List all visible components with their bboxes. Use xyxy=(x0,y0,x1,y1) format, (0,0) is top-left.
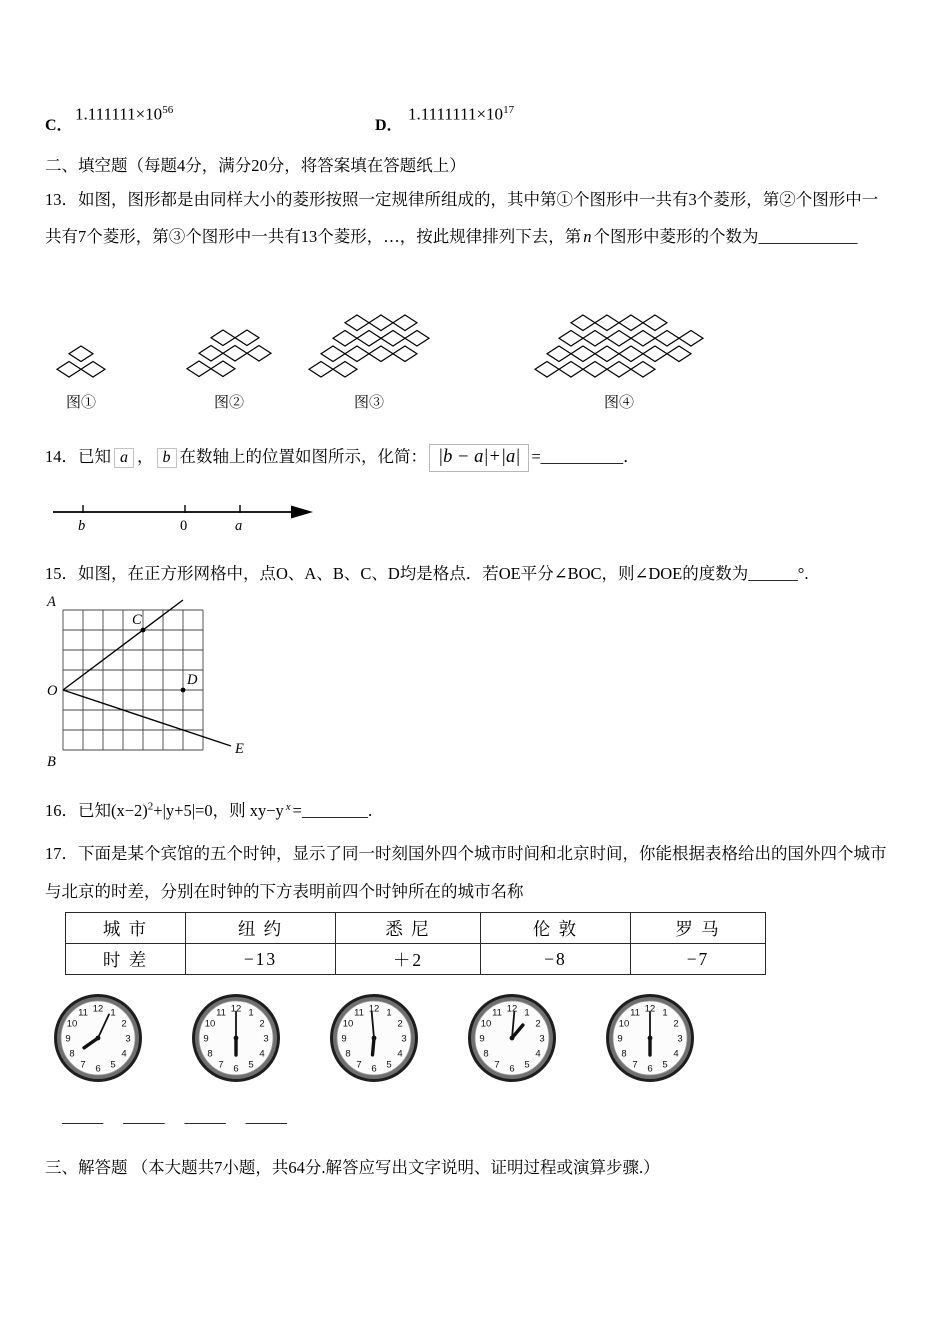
table-header-cell: 悉 尼 xyxy=(336,913,481,944)
rhombus xyxy=(571,315,595,331)
clock-dial-number: 11 xyxy=(354,1007,364,1019)
q14-line xyxy=(45,443,640,468)
choice-options-row xyxy=(45,104,915,134)
rhombus xyxy=(571,346,595,362)
option-c-value xyxy=(75,104,173,125)
grid-label-A: A xyxy=(47,594,56,610)
clock-dial-number: 7 xyxy=(356,1059,362,1071)
rhombus xyxy=(405,331,429,347)
option-c-mantissa: 1.111111×10 xyxy=(75,104,163,124)
clock-dial-number: 1 xyxy=(662,1007,668,1019)
clock-dial-number: 6 xyxy=(647,1063,653,1075)
rhombus-pattern xyxy=(185,328,273,379)
table-cell: 时 差 xyxy=(66,944,186,975)
rhombus xyxy=(235,330,259,346)
clock-face xyxy=(604,992,696,1084)
clock-dial-number: 4 xyxy=(673,1048,679,1060)
grid-label-D: D xyxy=(187,672,198,688)
q16-period: . xyxy=(367,801,373,820)
rhombus xyxy=(643,346,667,362)
rhombus xyxy=(547,346,571,362)
rhombus xyxy=(393,346,417,362)
rhombus xyxy=(655,331,679,347)
wall-clock-3 xyxy=(328,992,420,1084)
table-row xyxy=(66,944,766,975)
clock-dial-number: 2 xyxy=(259,1018,265,1030)
option-d-value xyxy=(408,104,514,125)
rhombus xyxy=(211,330,235,346)
q14-equals: = xyxy=(531,447,541,466)
q15-suffix: °. xyxy=(797,564,809,583)
rhombus xyxy=(223,346,247,362)
point-C xyxy=(141,628,146,633)
rhombus xyxy=(369,346,393,362)
clock-face xyxy=(466,992,558,1084)
grid-label-B: B xyxy=(47,754,56,770)
rhombus xyxy=(643,315,667,331)
table-header-cell: 纽 约 xyxy=(186,913,336,944)
rhombus xyxy=(199,346,223,362)
rhombus xyxy=(393,315,417,331)
q14-pre: 14．已知 xyxy=(45,447,111,466)
figure-4 xyxy=(533,313,705,412)
clock-dial-number: 3 xyxy=(263,1033,269,1045)
rhombus xyxy=(357,331,381,347)
option-d-mantissa: 1.1111111×10 xyxy=(408,104,504,124)
answer-blank: _____ xyxy=(123,1107,165,1126)
rhombus xyxy=(211,361,235,377)
q16-mid: +|y+5|=0，则 xy−y xyxy=(153,801,284,820)
clock-dial-number: 12 xyxy=(230,1003,242,1015)
clock-dial-number: 4 xyxy=(397,1048,403,1060)
rhombus xyxy=(679,331,703,347)
hour-hand xyxy=(373,1038,375,1055)
figure-1-drawing xyxy=(55,344,107,384)
clock-dial-number: 5 xyxy=(110,1059,116,1071)
clock-dial-number: 1 xyxy=(248,1007,254,1019)
rhombus xyxy=(81,362,105,378)
option-c-exponent: 56 xyxy=(162,104,174,116)
number-line-arrow xyxy=(291,506,313,519)
clock-center-pin xyxy=(96,1036,101,1041)
wall-clock-1 xyxy=(52,992,144,1084)
q13-line1: 13．如图，图形都是由同样大小的菱形按照一定规律所组成的，其中第①个图形中一共有3个菱形，第②个图形中一 xyxy=(45,190,879,209)
q14-variable-b: b xyxy=(157,448,177,468)
figure-4-drawing xyxy=(533,313,705,384)
clock-dial-number: 7 xyxy=(218,1059,224,1071)
figure-4-label: 图④ xyxy=(603,395,634,411)
clock-dial-number: 9 xyxy=(479,1033,485,1045)
clock-dial-number: 1 xyxy=(386,1007,392,1019)
q16-exponent-x: x xyxy=(285,800,291,813)
rhombus xyxy=(321,346,345,362)
clock-dial-number: 3 xyxy=(677,1033,683,1045)
clock-dial-number: 10 xyxy=(66,1018,78,1030)
answer-blanks xyxy=(62,1107,307,1127)
clock-dial-number: 9 xyxy=(203,1033,209,1045)
clock-dial-number: 2 xyxy=(397,1018,403,1030)
clock-dial-number: 12 xyxy=(644,1003,656,1015)
q13-line2 xyxy=(45,223,858,247)
clock-face xyxy=(52,992,144,1084)
clock-center-pin xyxy=(372,1036,377,1041)
clock-dial-number: 12 xyxy=(506,1003,518,1015)
clock-dial-number: 9 xyxy=(341,1033,347,1045)
ray-OE xyxy=(63,690,231,746)
rhombus xyxy=(381,331,405,347)
clock-dial-number: 2 xyxy=(673,1018,679,1030)
answer-blank: _____ xyxy=(184,1107,226,1126)
rhombus xyxy=(667,346,691,362)
clock-dial-number: 10 xyxy=(480,1018,492,1030)
point-D xyxy=(181,688,186,693)
figure-2-label: 图② xyxy=(213,395,244,411)
q13-answer-blank: ____________ xyxy=(758,227,858,246)
clock-dial-number: 1 xyxy=(110,1007,116,1019)
q15-text: 15．如图，在正方形网格中，点O、A、B、C、D均是格点．若OE平分∠BOC，则∠DOE的度数为 xyxy=(45,564,749,583)
number-line-label-a: a xyxy=(235,518,243,534)
figure-1 xyxy=(55,344,107,412)
q14-mid: 在数轴上的位置如图所示，化简： xyxy=(179,447,427,466)
rhombus xyxy=(187,361,211,377)
clock-dial-number: 9 xyxy=(617,1033,623,1045)
figure-3-label: 图③ xyxy=(353,395,384,411)
clock-dial-number: 4 xyxy=(121,1048,127,1060)
table-cell: −13 xyxy=(186,944,336,975)
q16-answer-blank: ________ xyxy=(301,801,368,820)
clock-dial-number: 2 xyxy=(121,1018,127,1030)
rhombus xyxy=(69,346,93,362)
clock-dial-number: 4 xyxy=(535,1048,541,1060)
rhombus xyxy=(333,362,357,378)
clock-dial-number: 5 xyxy=(524,1059,530,1071)
answer-blank: _____ xyxy=(62,1107,104,1126)
table-header-cell: 罗 马 xyxy=(631,913,766,944)
clock-center-pin xyxy=(234,1036,239,1041)
clock-dial-number: 7 xyxy=(494,1059,500,1071)
number-line-label-b: b xyxy=(78,518,86,534)
wall-clock-5 xyxy=(604,992,696,1084)
q16-equals: = xyxy=(292,801,302,820)
q16-line xyxy=(45,797,372,821)
q16-pre: 16．已知(x−2) xyxy=(45,801,148,820)
rhombus xyxy=(583,331,607,347)
rhombus xyxy=(333,331,357,347)
grid-label-E: E xyxy=(235,741,244,757)
q15-answer-blank: ______ xyxy=(748,564,798,583)
clock-center-pin xyxy=(648,1036,653,1041)
q14-period: ． xyxy=(623,447,640,466)
q13-line2-pre: 共有7个菱形，第③个图形中一共有13个菱形，…，按此规律排列下去，第 xyxy=(45,227,582,246)
q15-line xyxy=(45,560,808,584)
option-c-label: C． xyxy=(45,117,73,134)
table-header-cell: 伦 敦 xyxy=(481,913,631,944)
table-cell: −8 xyxy=(481,944,631,975)
timezone-table-body xyxy=(66,913,766,975)
clock-dial-number: 5 xyxy=(662,1059,668,1071)
section-fill-title: 二、填空题（每题4分，满分20分，将答案填在答题纸上） xyxy=(45,156,466,175)
clock-face xyxy=(328,992,420,1084)
figure-3-drawing xyxy=(307,313,431,384)
clock-dial-number: 8 xyxy=(69,1048,75,1060)
rhombus xyxy=(345,346,369,362)
figure-1-label: 图① xyxy=(65,395,96,411)
q17-line2: 与北京的时差，分别在时钟的下方表明前四个时钟所在的城市名称 xyxy=(45,882,524,901)
clock-dial-number: 7 xyxy=(632,1059,638,1071)
rhombus xyxy=(607,362,631,378)
clock-dial-number: 8 xyxy=(483,1048,489,1060)
table-header-cell: 城 市 xyxy=(66,913,186,944)
clock-dial-number: 11 xyxy=(630,1007,640,1019)
q16-exponent-2: 2 xyxy=(147,800,154,813)
figure-2 xyxy=(185,328,273,412)
q14-variable-a: a xyxy=(114,448,134,468)
option-d-label: D． xyxy=(375,117,403,134)
q14-formula: |b − a|+|a| xyxy=(429,444,529,472)
clock-dial-number: 11 xyxy=(492,1007,502,1019)
wall-clock-2 xyxy=(190,992,282,1084)
clock-dial-number: 6 xyxy=(95,1063,101,1075)
option-d-exponent: 17 xyxy=(503,104,515,116)
section-answer-title: 三、解答题 （本大题共7小题，共64分.解答应写出文字说明、证明过程或演算步骤.） xyxy=(45,1158,660,1177)
rhombus-pattern xyxy=(55,344,107,379)
clock-dial-number: 10 xyxy=(204,1018,216,1030)
rhombus xyxy=(631,331,655,347)
clock-dial-number: 12 xyxy=(368,1003,380,1015)
clock-dial-number: 3 xyxy=(125,1033,131,1045)
rhombus xyxy=(57,362,81,378)
clock-dial-number: 1 xyxy=(524,1007,530,1019)
rhombus xyxy=(559,331,583,347)
clock-dial-number: 11 xyxy=(78,1007,88,1019)
clock-dial-number: 3 xyxy=(539,1033,545,1045)
grid-label-O: O xyxy=(47,683,58,699)
figure-2-drawing xyxy=(185,328,273,384)
rhombus xyxy=(595,315,619,331)
table-cell: ＋2 xyxy=(336,944,481,975)
grid-figure xyxy=(38,592,278,790)
rhombus xyxy=(535,362,559,378)
clock-dial-number: 9 xyxy=(65,1033,71,1045)
rhombus xyxy=(309,362,333,378)
rhombus xyxy=(607,331,631,347)
figure-3 xyxy=(307,313,431,412)
clock-dial-number: 11 xyxy=(216,1007,226,1019)
rhombus xyxy=(369,315,393,331)
number-line-figure xyxy=(45,494,325,538)
q13-variable-n: n xyxy=(583,227,592,246)
grid-label-C: C xyxy=(132,612,142,628)
rhombus xyxy=(619,346,643,362)
clock-face xyxy=(190,992,282,1084)
rhombus-pattern xyxy=(533,313,705,379)
table-row xyxy=(66,913,766,944)
number-line-label-0: 0 xyxy=(180,518,188,534)
rhombus xyxy=(595,346,619,362)
clock-dial-number: 10 xyxy=(342,1018,354,1030)
rhombus xyxy=(619,315,643,331)
rhombus-pattern xyxy=(307,313,431,379)
clock-dial-number: 6 xyxy=(233,1063,239,1075)
rhombus xyxy=(247,346,271,362)
clock-dial-number: 12 xyxy=(92,1003,104,1015)
clock-dial-number: 8 xyxy=(207,1048,213,1060)
q14-answer-blank: __________ xyxy=(540,447,624,466)
clock-dial-number: 6 xyxy=(371,1063,377,1075)
table-cell: −7 xyxy=(631,944,766,975)
clock-dial-number: 5 xyxy=(386,1059,392,1071)
clock-dial-number: 2 xyxy=(535,1018,541,1030)
rhombus xyxy=(345,315,369,331)
clock-dial-number: 4 xyxy=(259,1048,265,1060)
timezone-table xyxy=(65,912,766,975)
q14-comma: ， xyxy=(137,447,154,466)
clock-dial-number: 10 xyxy=(618,1018,630,1030)
clock-dial-number: 6 xyxy=(509,1063,515,1075)
rhombus xyxy=(559,362,583,378)
clock-dial-number: 8 xyxy=(345,1048,351,1060)
clocks-row xyxy=(52,992,696,1084)
q13-line2-post: 个图形中菱形的个数为 xyxy=(593,227,759,246)
rhombus xyxy=(583,362,607,378)
clock-dial-number: 5 xyxy=(248,1059,254,1071)
rhombus xyxy=(631,362,655,378)
clock-dial-number: 3 xyxy=(401,1033,407,1045)
q17-line1: 17．下面是某个宾馆的五个时钟，显示了同一时刻国外四个城市时间和北京时间，你能根据表格给出的国外四个城市 xyxy=(45,844,887,863)
answer-blank: _____ xyxy=(245,1107,287,1126)
clock-center-pin xyxy=(510,1036,515,1041)
clock-dial-number: 8 xyxy=(621,1048,627,1060)
wall-clock-4 xyxy=(466,992,558,1084)
clock-dial-number: 7 xyxy=(80,1059,86,1071)
q13-figures xyxy=(45,254,915,412)
